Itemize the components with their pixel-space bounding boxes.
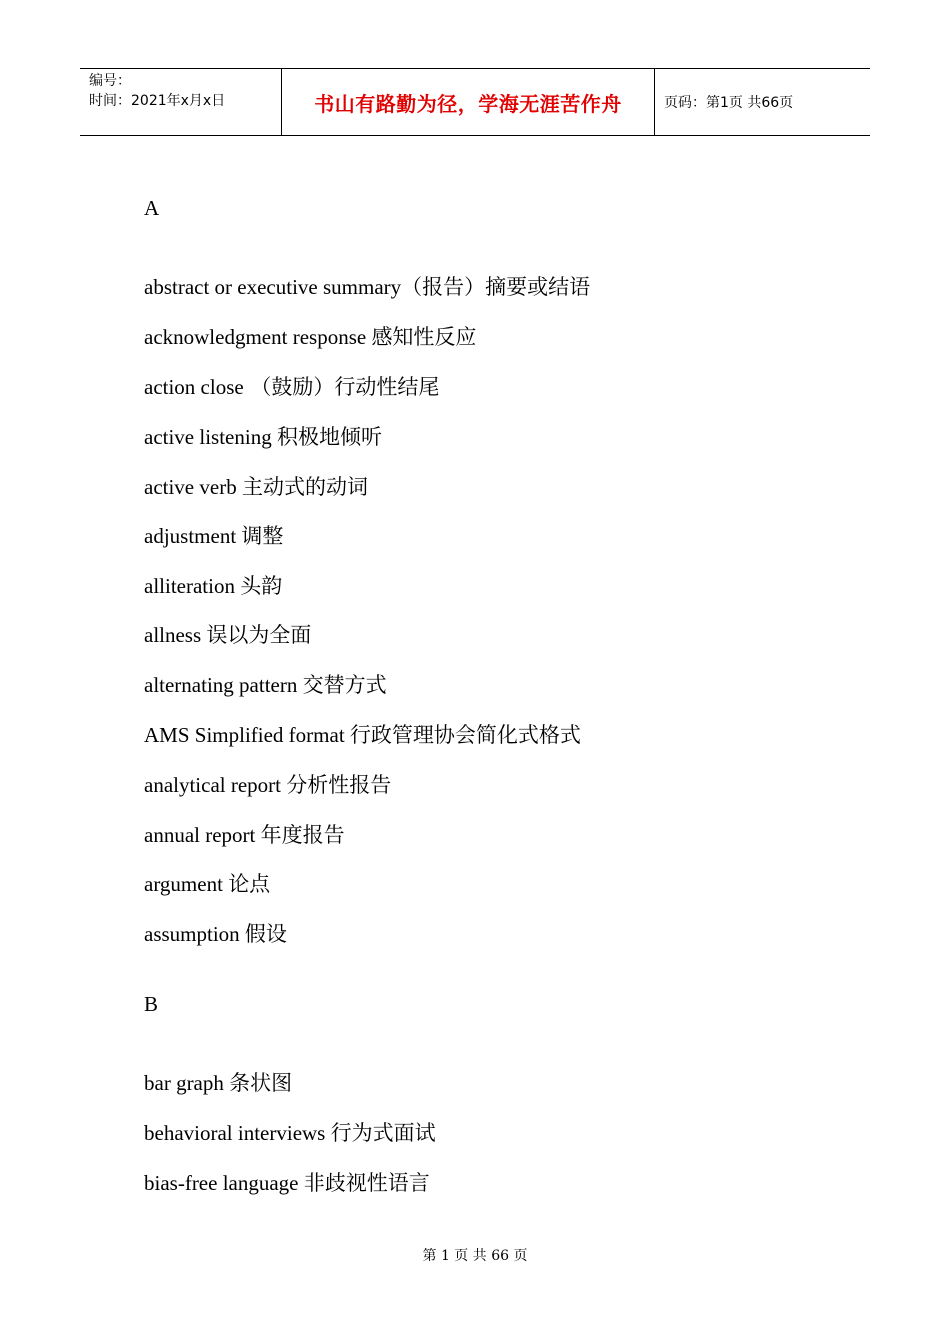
time-label: 时间：2021年x月x日 — [89, 93, 226, 109]
glossary-term: bar graph 条状图 — [144, 1071, 293, 1095]
glossary-term: allness 误以为全面 — [144, 623, 312, 647]
glossary-term: annual report 年度报告 — [144, 823, 345, 847]
section-letter-a: A — [144, 196, 160, 220]
glossary-term: active listening 积极地倾听 — [144, 425, 382, 449]
glossary-term: argument 论点 — [144, 872, 271, 896]
glossary-term: adjustment 调整 — [144, 524, 284, 548]
page-header — [80, 68, 870, 136]
header-motto: 书山有路勤为径，学海无涯苦作舟 — [281, 69, 655, 135]
glossary-term: acknowledgment response 感知性反应 — [144, 325, 477, 349]
number-label: 编号： — [89, 73, 131, 89]
glossary-term: AMS Simplified format 行政管理协会简化式格式 — [144, 723, 581, 747]
glossary-term: alternating pattern 交替方式 — [144, 673, 387, 697]
glossary-term: abstract or executive summary（报告）摘要或结语 — [144, 275, 591, 299]
glossary-term: bias-free language 非歧视性语言 — [144, 1171, 430, 1195]
header-meta — [80, 69, 281, 135]
glossary-term: active verb 主动式的动词 — [144, 475, 368, 499]
page-footer: 第 1 页 共 66 页 — [422, 1248, 528, 1264]
glossary-term: alliteration 头韵 — [144, 574, 283, 598]
glossary-term: action close （鼓励）行动性结尾 — [144, 375, 440, 399]
section-letter-b: B — [144, 992, 159, 1016]
header-page-info: 页码：第1页 共66页 — [664, 95, 794, 111]
glossary-term: behavioral interviews 行为式面试 — [144, 1121, 436, 1145]
glossary-term: assumption 假设 — [144, 922, 287, 946]
glossary-term: analytical report 分析性报告 — [144, 773, 392, 797]
